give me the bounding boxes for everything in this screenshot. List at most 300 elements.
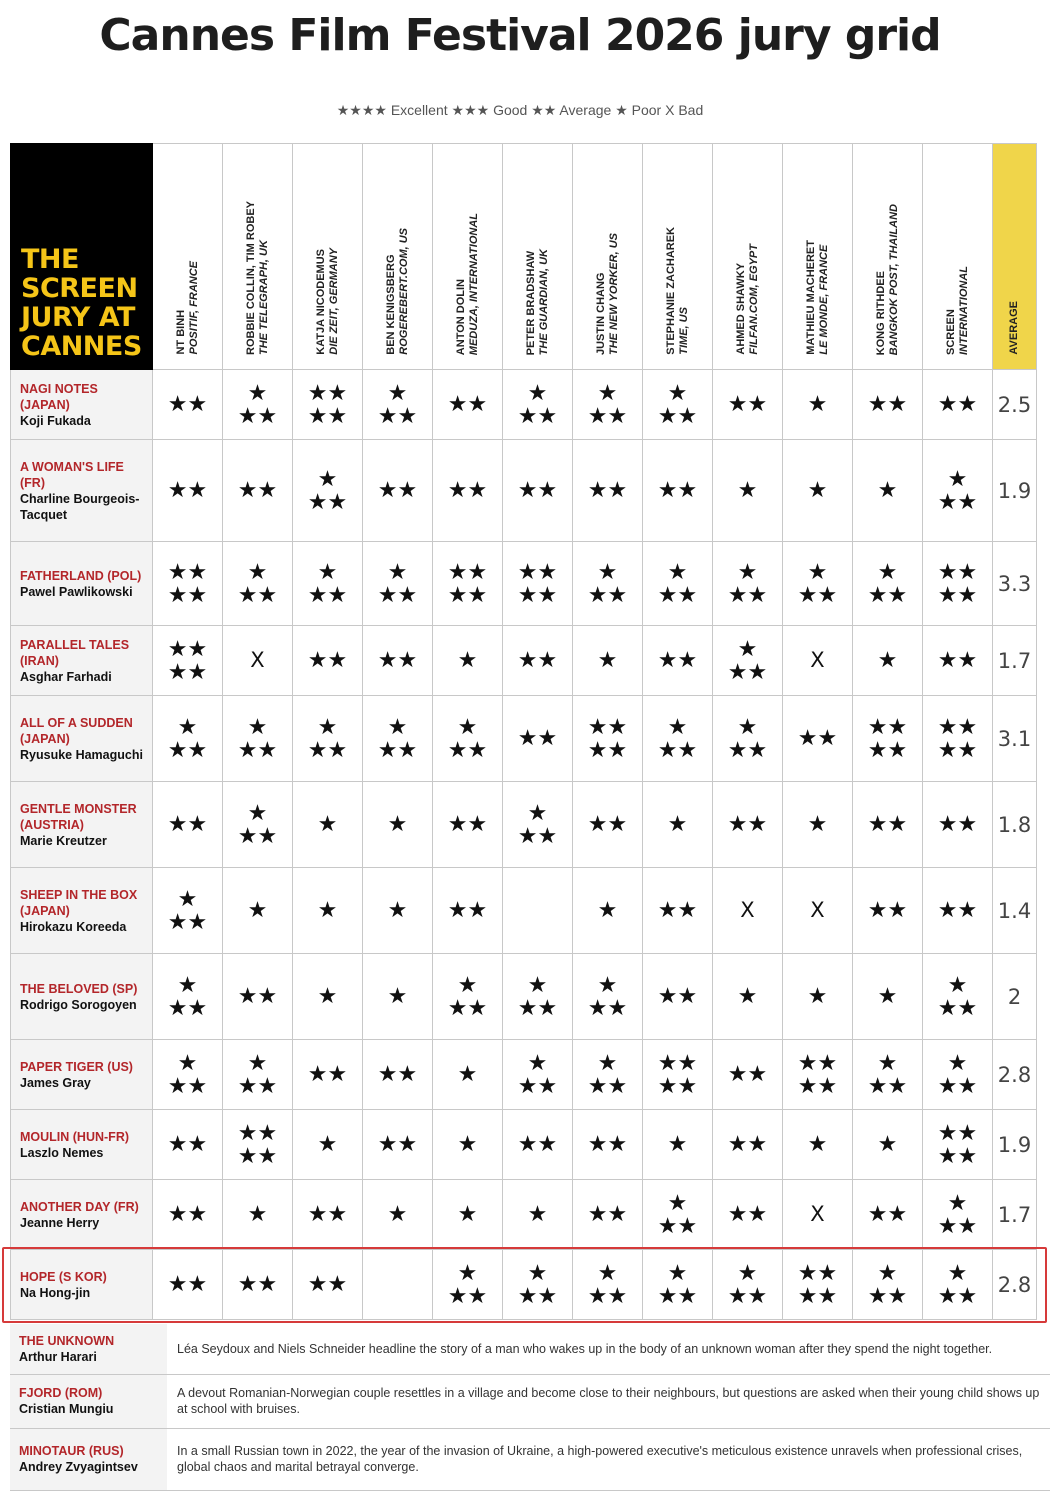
- star-icon: ★★: [867, 1073, 908, 1099]
- star-icon: ★: [317, 466, 338, 492]
- rating-stars: [573, 954, 643, 1040]
- rating-stars: [363, 1180, 433, 1250]
- rating-stars: [783, 696, 853, 782]
- rating-stars: [573, 370, 643, 440]
- critic-header: [643, 144, 713, 370]
- star-icon: ★: [737, 714, 758, 740]
- film-director: Na Hong-jin: [20, 1285, 91, 1300]
- rating-stars: [363, 954, 433, 1040]
- rating-stars: [433, 370, 503, 440]
- star-icon: ★★: [377, 478, 418, 503]
- rating-stars: [223, 868, 293, 954]
- star-icon: ★: [807, 984, 828, 1009]
- critic-header-text: [875, 204, 901, 355]
- rating-stars: [713, 440, 783, 542]
- film-director: James Gray: [20, 1075, 91, 1090]
- rating-stars: [153, 370, 223, 440]
- star-icon: ★★: [447, 582, 488, 608]
- star-icon: ★★: [307, 737, 348, 763]
- rating-stars: [503, 696, 573, 782]
- star-icon: ★★: [727, 582, 768, 608]
- star-icon: ★: [667, 380, 688, 406]
- star-icon: ★★: [587, 1132, 628, 1157]
- rating-stars: [153, 1180, 223, 1250]
- star-icon: ★: [177, 972, 198, 998]
- film-cell: [11, 1040, 153, 1110]
- film-title: FATHERLAND (POL): [20, 568, 142, 583]
- star-icon: ★: [667, 1132, 688, 1157]
- rating-stars: [573, 868, 643, 954]
- star-icon: ★★: [307, 380, 348, 406]
- film-title: MINOTAUR (RUS): [19, 1444, 124, 1458]
- rating-stars: [503, 542, 573, 626]
- rating-stars: [293, 1110, 363, 1180]
- rating-stars: [433, 1040, 503, 1110]
- star-icon: ★: [527, 1202, 548, 1227]
- film-row: [11, 868, 1037, 954]
- star-icon: ★: [317, 714, 338, 740]
- critic-name: NT BINH: [174, 310, 187, 355]
- star-icon: ★: [247, 1202, 268, 1227]
- rating-stars: [223, 1040, 293, 1110]
- film-title: THE UNKNOWN: [19, 1333, 115, 1348]
- rating-stars: [923, 1110, 993, 1180]
- rating-stars: [223, 696, 293, 782]
- rating-stars: [713, 626, 783, 696]
- star-icon: ★: [597, 972, 618, 998]
- star-icon: ★: [597, 559, 618, 585]
- rating-stars: [363, 696, 433, 782]
- rating-stars: [853, 1040, 923, 1110]
- rating-stars: [573, 440, 643, 542]
- rating-stars: [923, 440, 993, 542]
- star-icon: ★★: [517, 478, 558, 503]
- average-score: 2.5: [993, 370, 1037, 440]
- star-icon: ★★: [937, 392, 978, 417]
- rating-stars: [643, 1180, 713, 1250]
- rating-bad-mark: [713, 868, 783, 954]
- star-icon: ★★: [797, 1073, 838, 1099]
- star-icon: ★: [667, 1190, 688, 1216]
- film-row: [11, 1250, 1037, 1320]
- average-score: 1.7: [993, 1180, 1037, 1250]
- film-title: HOPE (S KOR): [20, 1269, 107, 1284]
- star-icon: ★★: [867, 1202, 908, 1227]
- rating-stars: [153, 440, 223, 542]
- rating-stars: [573, 782, 643, 868]
- rating-stars: [433, 782, 503, 868]
- star-icon: ★★: [657, 898, 698, 923]
- star-icon: ★★: [657, 403, 698, 429]
- star-icon: ★★: [657, 648, 698, 673]
- star-icon: ★: [877, 984, 898, 1009]
- star-icon: ★★: [727, 659, 768, 685]
- film-row: [11, 696, 1037, 782]
- critic-header: [223, 144, 293, 370]
- star-icon: ★: [317, 812, 338, 837]
- star-icon: ★: [877, 1260, 898, 1286]
- star-icon: ★★: [377, 403, 418, 429]
- star-icon: ★★: [517, 823, 558, 849]
- critic-outlet: FILFAN.COM, EGYPT: [747, 244, 760, 355]
- star-icon: ★★: [797, 726, 838, 751]
- film-cell: [11, 868, 153, 954]
- film-title: ALL OF A SUDDEN (JAPAN): [20, 715, 133, 746]
- critic-outlet: MEDUZA, INTERNATIONAL: [467, 212, 480, 355]
- rating-stars: [293, 370, 363, 440]
- average-header: [993, 144, 1037, 370]
- star-icon: ★: [877, 1132, 898, 1157]
- film-cell: [11, 954, 153, 1040]
- star-icon: ★: [247, 800, 268, 826]
- star-icon: ★★: [657, 984, 698, 1009]
- star-icon: ★: [457, 1260, 478, 1286]
- jury-corner-label: [11, 144, 153, 370]
- average-header-text: [1008, 301, 1021, 355]
- rating-stars: [713, 696, 783, 782]
- star-icon: ★★: [937, 559, 978, 585]
- star-icon: ★: [737, 478, 758, 503]
- star-icon: ★★: [727, 1132, 768, 1157]
- star-icon: ★: [667, 559, 688, 585]
- film-cell: [11, 626, 153, 696]
- critic-name: STEPHANIE ZACHAREK: [664, 227, 677, 355]
- rating-stars: [363, 782, 433, 868]
- star-icon: ★★: [237, 984, 278, 1009]
- star-icon: ★: [877, 648, 898, 673]
- rating-stars: [643, 696, 713, 782]
- star-icon: ★★: [587, 995, 628, 1021]
- critic-outlet: ROGEREBERT.COM, US: [397, 228, 410, 355]
- star-icon: ★★: [237, 403, 278, 429]
- rating-stars: [643, 1110, 713, 1180]
- film-title: PARALLEL TALES (IRAN): [20, 637, 130, 668]
- film-director: Marie Kreutzer: [20, 833, 107, 848]
- star-icon: ★★: [587, 737, 628, 763]
- film-director: Laszlo Nemes: [20, 1145, 104, 1160]
- rating-stars: [433, 542, 503, 626]
- critic-name: ROBBIE COLLIN, TIM ROBEY: [244, 201, 257, 355]
- star-icon: ★★: [937, 648, 978, 673]
- star-icon: ★★: [237, 582, 278, 608]
- star-icon: ★★: [167, 659, 208, 685]
- star-icon: ★★: [167, 1132, 208, 1157]
- star-icon: ★: [317, 559, 338, 585]
- rating-stars: [223, 1180, 293, 1250]
- star-icon: ★★: [587, 582, 628, 608]
- star-icon: ★★: [447, 737, 488, 763]
- rating-stars: [223, 440, 293, 542]
- film-row: [11, 1180, 1037, 1250]
- star-icon: ★: [317, 898, 338, 923]
- star-icon: ★★: [167, 909, 208, 935]
- rating-empty: [503, 868, 573, 954]
- average-score: 1.9: [993, 440, 1037, 542]
- star-icon: ★★: [237, 737, 278, 763]
- rating-stars: [783, 1110, 853, 1180]
- star-icon: ★★: [937, 1283, 978, 1309]
- film-row: [11, 626, 1037, 696]
- rating-stars: [503, 370, 573, 440]
- star-icon: ★: [387, 1202, 408, 1227]
- film-row: [11, 954, 1037, 1040]
- star-icon: ★★: [517, 648, 558, 673]
- rating-bad-mark: [783, 868, 853, 954]
- critic-header: [853, 144, 923, 370]
- star-icon: ★: [457, 1062, 478, 1087]
- film-synopsis: In a small Russian town in 2022, the year of the invasion of Ukraine, a high-powered executive's meticulous existence unravels when professional crises, global chaos and marital betrayal converge.: [167, 1428, 1050, 1490]
- star-icon: ★★: [377, 1132, 418, 1157]
- star-icon: ★★: [167, 478, 208, 503]
- film-title: FJORD (ROM): [19, 1386, 103, 1400]
- star-icon: ★★: [447, 559, 488, 585]
- critic-name: SCREEN: [944, 309, 957, 355]
- critic-header: [363, 144, 433, 370]
- rating-stars: [713, 542, 783, 626]
- rating-stars: [503, 954, 573, 1040]
- film-cell: [11, 1180, 153, 1250]
- rating-stars: [433, 1110, 503, 1180]
- rating-stars: [783, 1250, 853, 1320]
- star-icon: ★★: [937, 737, 978, 763]
- star-icon: ★★: [237, 1143, 278, 1169]
- star-icon: ★: [807, 559, 828, 585]
- rating-stars: [573, 626, 643, 696]
- star-icon: ★: [457, 1202, 478, 1227]
- critic-name: ANTON DOLIN: [454, 278, 467, 355]
- rating-stars: [433, 696, 503, 782]
- rating-stars: [153, 1250, 223, 1320]
- star-icon: ★★: [167, 812, 208, 837]
- film-row: [11, 1110, 1037, 1180]
- film-cell: [11, 1110, 153, 1180]
- film-director: Asghar Farhadi: [20, 669, 112, 684]
- film-director: Hirokazu Koreeda: [20, 919, 127, 934]
- film-cell: [11, 370, 153, 440]
- star-icon: ★: [457, 648, 478, 673]
- critic-header-text: [595, 233, 621, 355]
- critic-header-text: [665, 227, 691, 355]
- rating-stars: [783, 1040, 853, 1110]
- star-icon: ★★: [657, 1283, 698, 1309]
- critic-header: [293, 144, 363, 370]
- rating-stars: [153, 954, 223, 1040]
- bad-icon: X: [810, 648, 825, 672]
- film-director: Pawel Pawlikowski: [20, 584, 133, 599]
- critic-name: BEN KENIGSBERG: [384, 254, 397, 355]
- film-director: Koji Fukada: [20, 413, 91, 428]
- star-icon: ★★: [867, 1283, 908, 1309]
- rating-stars: [643, 440, 713, 542]
- rating-stars: [153, 1110, 223, 1180]
- rating-stars: [503, 1250, 573, 1320]
- star-icon: ★★: [727, 812, 768, 837]
- star-icon: ★★: [167, 1202, 208, 1227]
- star-icon: ★★: [937, 812, 978, 837]
- star-icon: ★★: [167, 1073, 208, 1099]
- star-icon: ★★: [307, 1272, 348, 1297]
- critic-header-text: [805, 240, 831, 355]
- critic-header-text: [735, 244, 761, 355]
- star-icon: ★★: [587, 1283, 628, 1309]
- star-icon: ★★: [937, 995, 978, 1021]
- film-director: Andrey Zvyagintsev: [19, 1460, 138, 1474]
- average-score: 1.7: [993, 626, 1037, 696]
- critic-header-text: [315, 248, 341, 355]
- corner-label-text: THE SCREEN JURY AT CANNES: [21, 244, 142, 362]
- rating-stars: [643, 868, 713, 954]
- star-icon: ★★: [517, 995, 558, 1021]
- critic-outlet: LE MONDE, FRANCE: [817, 245, 830, 355]
- rating-stars: [573, 1040, 643, 1110]
- star-icon: ★: [177, 714, 198, 740]
- rating-stars: [503, 1110, 573, 1180]
- star-icon: ★★: [167, 559, 208, 585]
- rating-stars: [853, 782, 923, 868]
- star-icon: ★★: [937, 1120, 978, 1146]
- star-icon: ★: [737, 559, 758, 585]
- critic-header-text: [245, 201, 271, 355]
- rating-stars: [293, 1040, 363, 1110]
- critic-header-text: [455, 213, 481, 355]
- rating-stars: [713, 1180, 783, 1250]
- star-icon: ★: [247, 1050, 268, 1076]
- bad-icon: X: [250, 648, 265, 672]
- star-icon: ★: [527, 800, 548, 826]
- unrated-film-row: [10, 1428, 1050, 1490]
- critic-name: PETER BRADSHAW: [524, 250, 537, 355]
- star-icon: ★★: [447, 995, 488, 1021]
- rating-stars: [223, 954, 293, 1040]
- star-icon: ★★: [307, 1062, 348, 1087]
- rating-stars: [153, 626, 223, 696]
- critic-outlet: TIME, US: [677, 307, 690, 355]
- rating-stars: [923, 1250, 993, 1320]
- star-icon: ★★: [517, 1283, 558, 1309]
- star-icon: ★★: [727, 1062, 768, 1087]
- star-icon: ★★: [517, 559, 558, 585]
- rating-stars: [923, 696, 993, 782]
- star-icon: ★: [877, 559, 898, 585]
- rating-stars: [783, 370, 853, 440]
- star-icon: ★: [597, 380, 618, 406]
- rating-stars: [153, 782, 223, 868]
- rating-stars: [433, 1180, 503, 1250]
- rating-stars: [293, 1250, 363, 1320]
- average-score: 1.4: [993, 868, 1037, 954]
- bad-icon: X: [810, 1202, 825, 1226]
- star-icon: ★: [807, 812, 828, 837]
- average-label: AVERAGE: [1008, 301, 1020, 355]
- star-icon: ★★: [797, 1260, 838, 1286]
- rating-stars: [923, 782, 993, 868]
- star-icon: ★★: [167, 582, 208, 608]
- rating-stars: [643, 954, 713, 1040]
- star-icon: ★: [807, 392, 828, 417]
- star-icon: ★★: [447, 392, 488, 417]
- star-icon: ★★: [587, 812, 628, 837]
- star-icon: ★★: [727, 737, 768, 763]
- rating-stars: [643, 1040, 713, 1110]
- rating-stars: [573, 1110, 643, 1180]
- star-icon: ★: [177, 1050, 198, 1076]
- rating-stars: [923, 370, 993, 440]
- film-cell: [10, 1374, 167, 1428]
- critic-outlet: DIE ZEIT, GERMANY: [327, 248, 340, 355]
- star-icon: ★: [457, 972, 478, 998]
- rating-stars: [363, 626, 433, 696]
- star-icon: ★★: [657, 737, 698, 763]
- film-director: Cristian Mungiu: [19, 1402, 114, 1416]
- star-icon: ★: [737, 1260, 758, 1286]
- star-icon: ★★: [727, 1202, 768, 1227]
- star-icon: ★: [947, 1260, 968, 1286]
- film-row: [11, 440, 1037, 542]
- star-icon: ★: [247, 380, 268, 406]
- star-icon: ★: [597, 1050, 618, 1076]
- star-icon: ★★: [447, 898, 488, 923]
- star-icon: ★: [597, 648, 618, 673]
- rating-stars: [853, 440, 923, 542]
- star-icon: ★★: [657, 1050, 698, 1076]
- critic-name: MATHIEU MACHERET: [804, 240, 817, 355]
- star-icon: ★★: [167, 392, 208, 417]
- star-icon: ★: [247, 898, 268, 923]
- rating-stars: [363, 868, 433, 954]
- star-icon: ★★: [937, 714, 978, 740]
- critic-header: [433, 144, 503, 370]
- star-icon: ★: [807, 1132, 828, 1157]
- rating-stars: [783, 542, 853, 626]
- film-row: [11, 1040, 1037, 1110]
- star-icon: ★: [737, 984, 758, 1009]
- film-cell: [11, 696, 153, 782]
- rating-stars: [503, 1040, 573, 1110]
- rating-stars: [643, 370, 713, 440]
- average-score: 1.8: [993, 782, 1037, 868]
- bad-icon: X: [740, 898, 755, 922]
- star-icon: ★: [667, 812, 688, 837]
- star-icon: ★★: [307, 489, 348, 515]
- rating-stars: [293, 696, 363, 782]
- rating-stars: [153, 696, 223, 782]
- rating-stars: [643, 1250, 713, 1320]
- critic-header: [153, 144, 223, 370]
- critic-header: [783, 144, 853, 370]
- star-icon: ★: [387, 812, 408, 837]
- rating-stars: [783, 954, 853, 1040]
- rating-stars: [783, 782, 853, 868]
- star-icon: ★★: [307, 1202, 348, 1227]
- film-cell: [11, 1250, 153, 1320]
- unrated-film-row: [10, 1324, 1050, 1374]
- bad-icon: X: [810, 898, 825, 922]
- rating-stars: [293, 868, 363, 954]
- rating-stars: [923, 1180, 993, 1250]
- rating-stars: [153, 542, 223, 626]
- star-icon: ★: [527, 1260, 548, 1286]
- rating-stars: [223, 370, 293, 440]
- star-icon: ★: [877, 1050, 898, 1076]
- star-icon: ★★: [517, 1132, 558, 1157]
- critic-name: KATJA NICODEMUS: [314, 249, 327, 355]
- film-title: A WOMAN'S LIFE (FR): [20, 459, 124, 490]
- film-title: GENTLE MONSTER (AUSTRIA): [20, 801, 137, 832]
- star-icon: ★: [807, 478, 828, 503]
- star-icon: ★★: [937, 582, 978, 608]
- star-icon: ★: [527, 972, 548, 998]
- rating-stars: [643, 542, 713, 626]
